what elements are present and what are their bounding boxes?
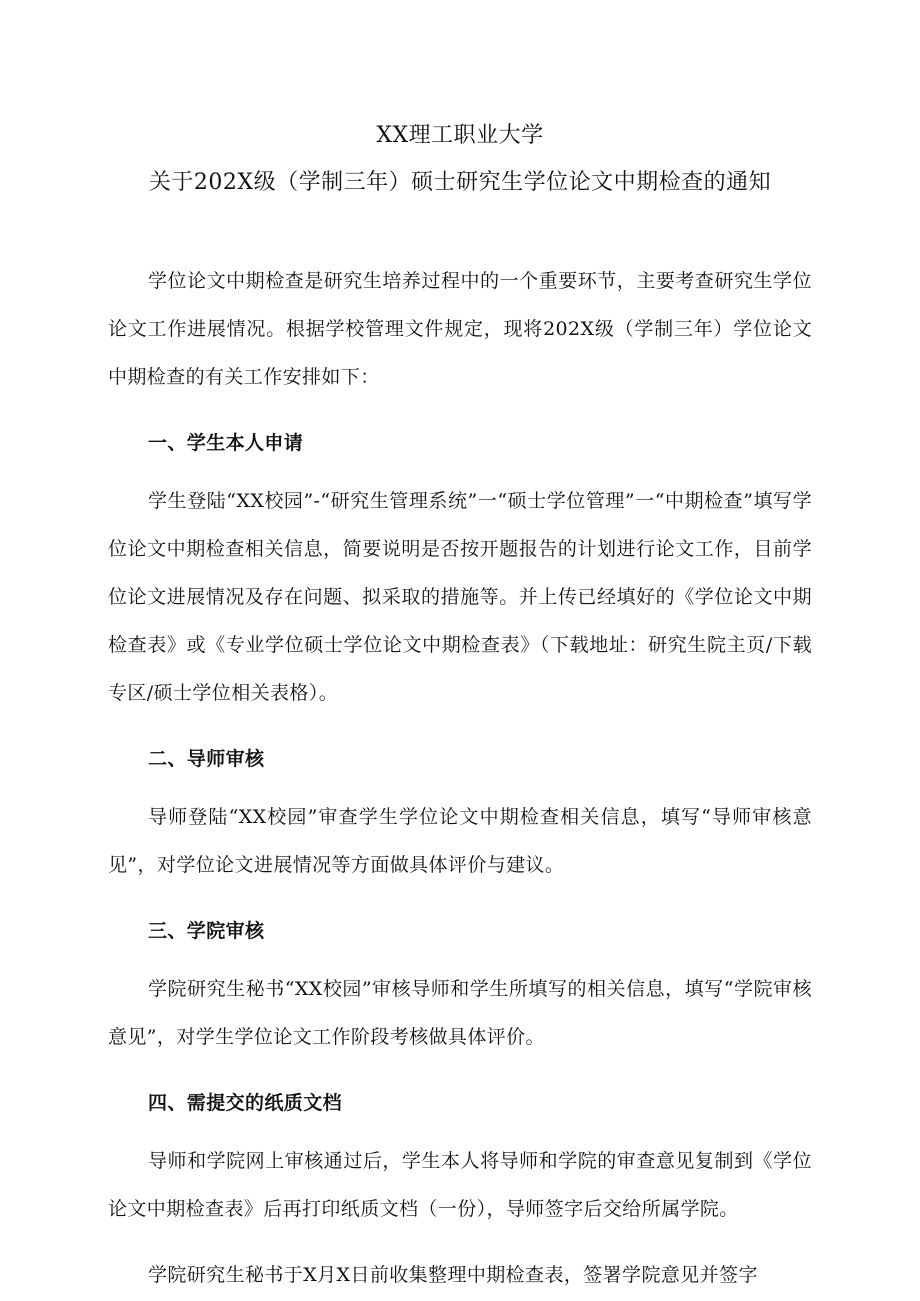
section-paragraph: 学生登陆“XX校园”-“研究生管理系统”一“硕士学位管理”一“中期检查”填写学位论文中期检查相关信息，简要说明是否按开题报告的计划进行论文工作，目前学位论文进展情况及存在问题、拟采取的措施等。并上传已经填好的《学位论文中期检查表》或《专业学位硕士学位论文中期检查表》（下载地址：研究生院主页/下载专区/硕士学位相关表格）。	[108, 490, 812, 704]
section-paragraph: 学院研究生秘书于X月X日前收集整理中期检查表，签署学院意见并签字	[148, 1264, 758, 1286]
section-college-review	[108, 907, 812, 1061]
section-paper-documents	[108, 1079, 812, 1299]
section-paragraph: 导师和学院网上审核通过后，学生本人将导师和学院的审查意见复制到《学位论文中期检查表》后再打印纸质文档（一份），导师签字后交给所属学院。	[108, 1150, 812, 1220]
section-student-application	[108, 419, 812, 717]
document-title-institution: XX理工职业大学	[376, 123, 544, 148]
section-heading: 三、学院审核	[148, 920, 265, 942]
section-heading: 二、导师审核	[148, 748, 265, 770]
section-paragraph: 导师登陆“XX校园”审查学生学位论文中期检查相关信息，填写“导师审核意见”，对学位论文进展情况等方面做具体评价与建议。	[108, 806, 812, 876]
document-title-notice: 关于202X级（学制三年）硕士研究生学位论文中期检查的通知	[148, 170, 772, 195]
section-advisor-review	[108, 735, 812, 889]
intro-paragraph: 学位论文中期检查是研究生培养过程中的一个重要环节，主要考查研究生学位论文工作进展情况。根据学校管理文件规定，现将202X级（学制三年）学位论文中期检查的有关工作安排如下：	[108, 270, 812, 388]
section-heading: 一、学生本人申请	[148, 432, 304, 454]
section-paragraph: 学院研究生秘书“XX校园”审核导师和学生所填写的相关信息，填写“学院审核意见”，对学生学位论文工作阶段考核做具体评价。	[108, 978, 812, 1048]
section-heading: 四、需提交的纸质文档	[148, 1092, 343, 1114]
